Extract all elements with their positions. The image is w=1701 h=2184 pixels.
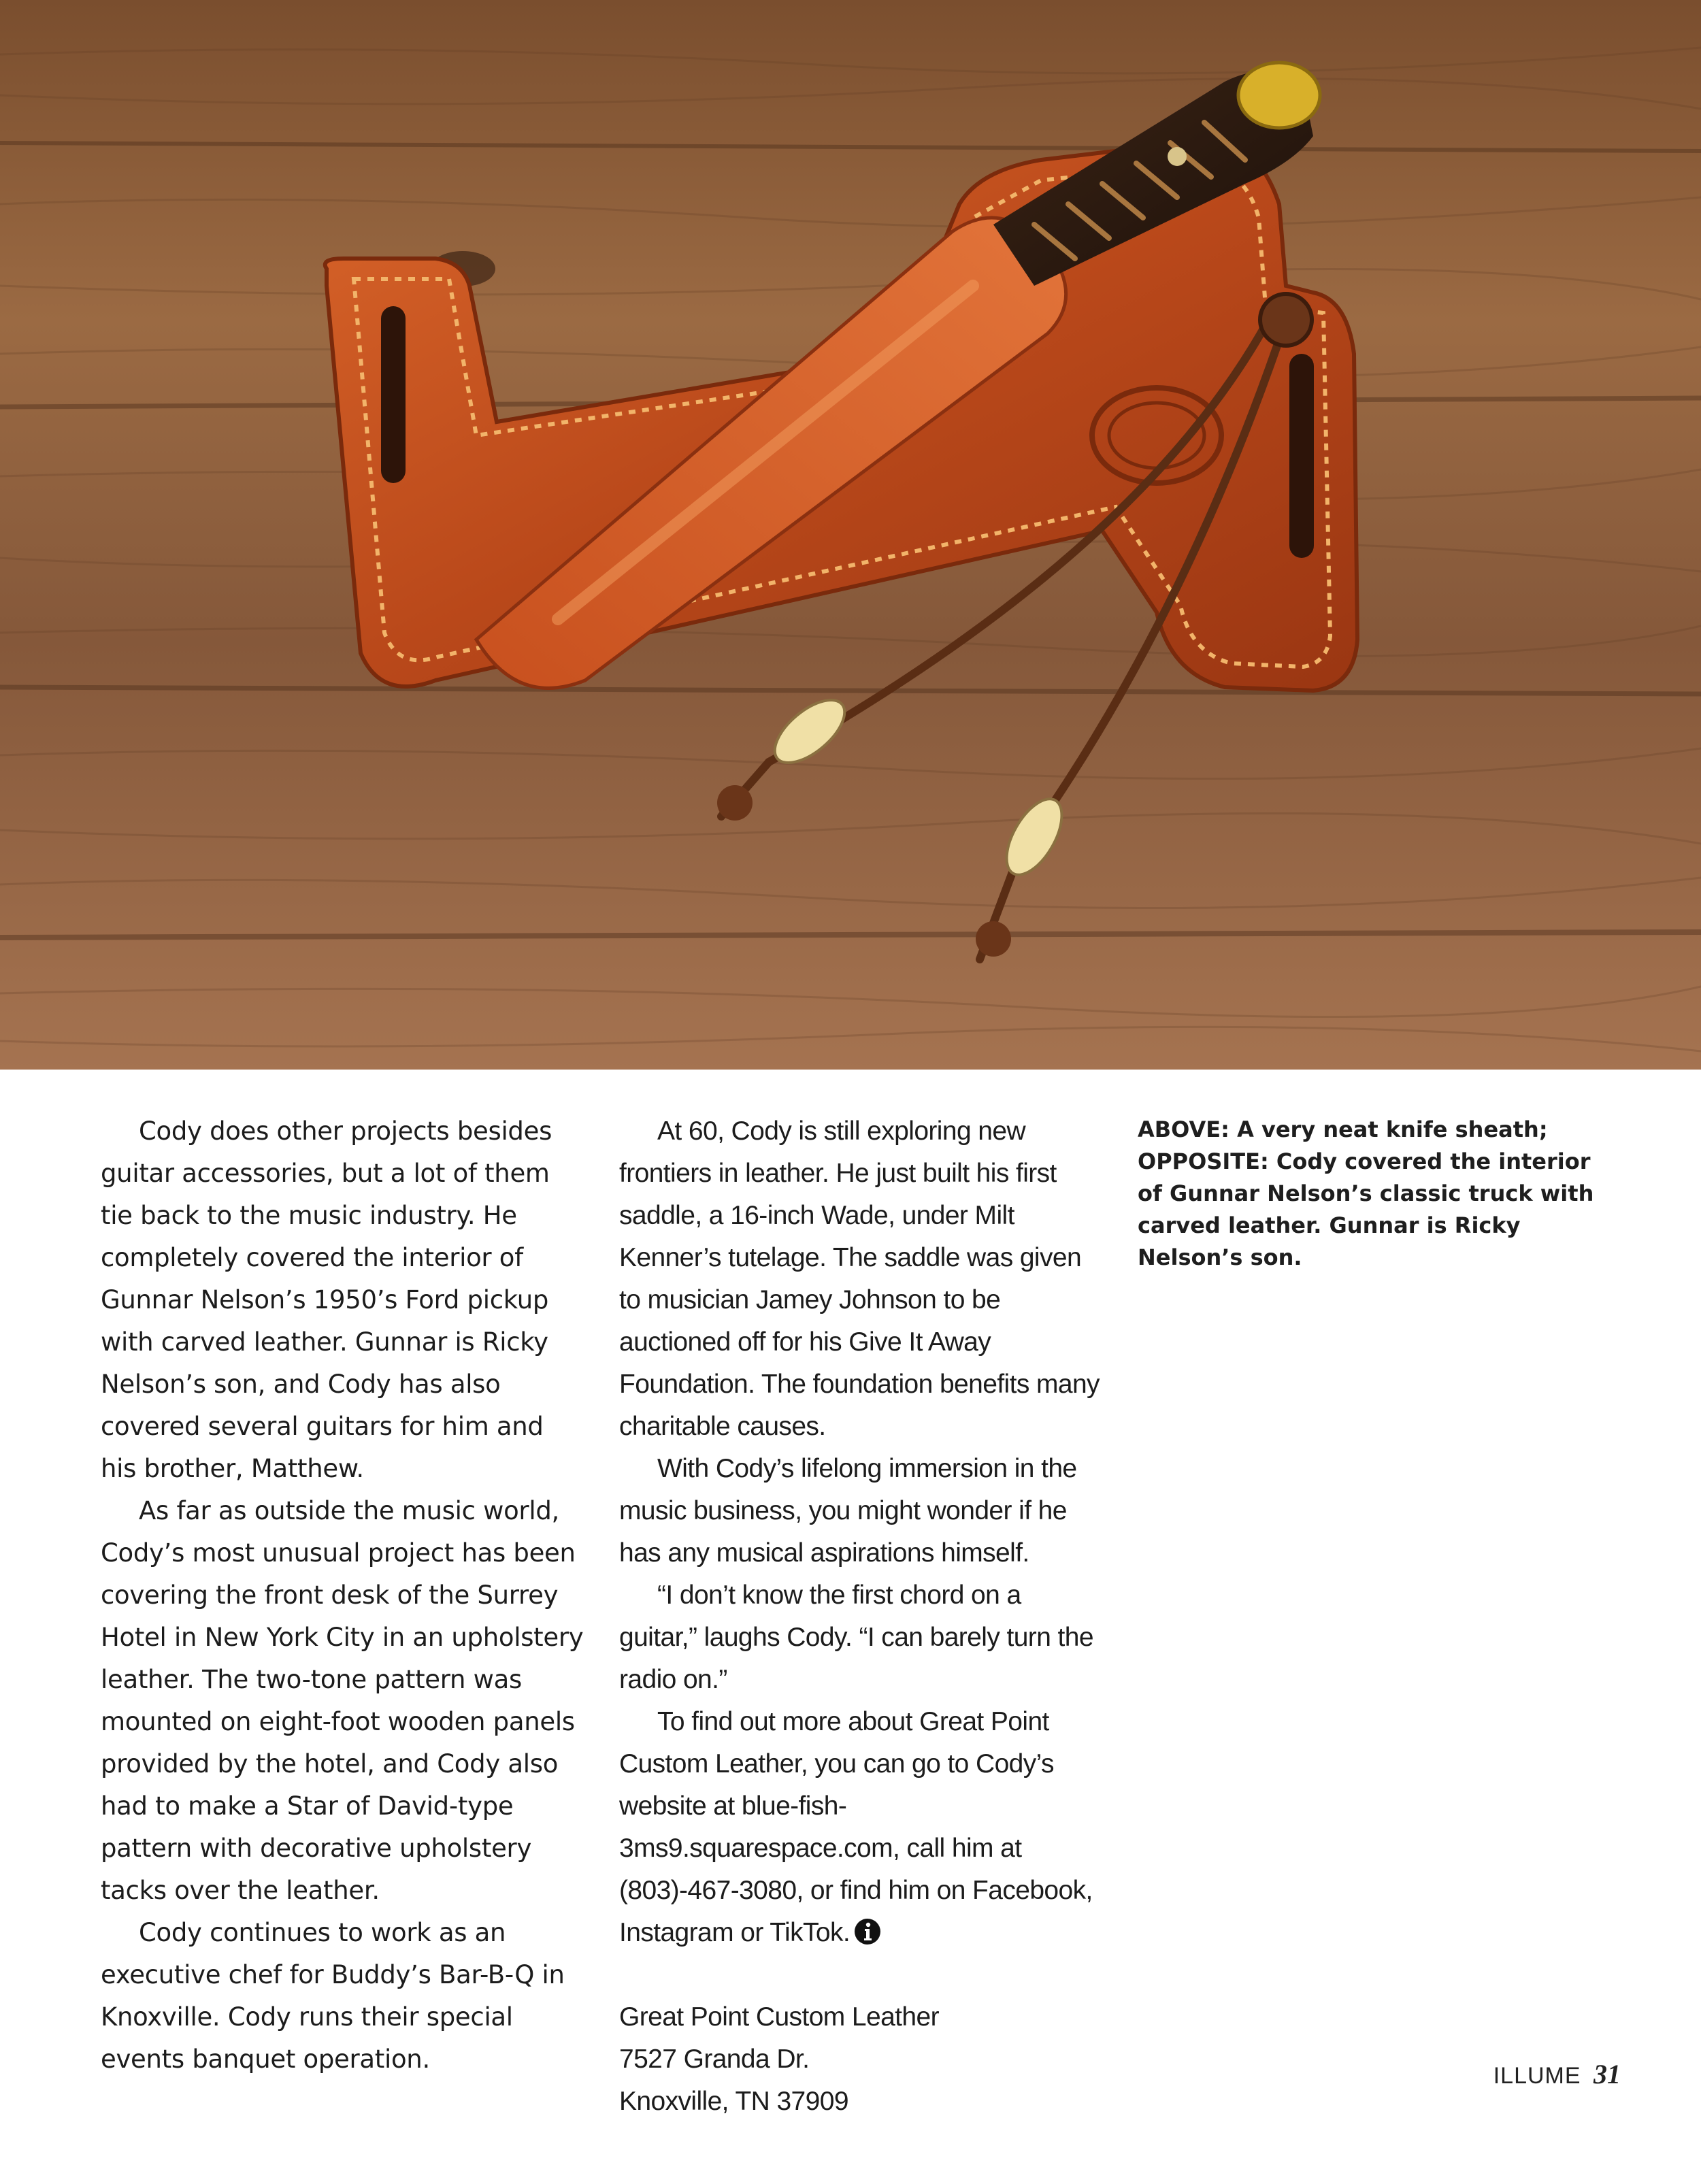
- spacer: [619, 1954, 1104, 1996]
- page-footer: [1493, 2058, 1621, 2090]
- photo-caption: [1138, 1114, 1614, 1274]
- caption-above: ABOVE: A very neat knife sheath;: [1138, 1116, 1548, 1142]
- address-name: Great Point Custom Leather: [619, 2002, 939, 2032]
- paragraph: With Cody’s lifelong immersion in the music business, you might wonder if he has any musical aspirations himself.: [619, 1454, 1077, 1568]
- magazine-name: ILLUME: [1493, 2063, 1581, 2089]
- info-icon: [854, 1918, 881, 1945]
- page-number: 31: [1593, 2059, 1621, 2089]
- article-column-right: [619, 1110, 1104, 2123]
- address-city: Knoxville, TN 37909: [619, 2087, 848, 2116]
- address-block: [619, 1996, 1104, 2123]
- paragraph-contact: [619, 1701, 1104, 1954]
- paragraph: Cody does other projects besides guitar accessories, but a lot of them tie back to the music industry. He completely covered the interior of Gunnar Nelson’s 1950’s Ford pickup with carved leather. Gunnar is Ricky Nelson’s son, and Cody has also covered several guitars for him and his brother, Matthew.: [101, 1116, 552, 1483]
- caption-opposite: OPPOSITE: Cody covered the interior of Gunnar Nelson’s classic truck with carved leather. Gunnar is Ricky Nelson’s son.: [1138, 1148, 1594, 1270]
- paragraph: As far as outside the music world, Cody’s most unusual project has been covering the front desk of the Surrey Hotel in New York City in an upholstery leather. The two-tone pattern was mounted on eight-foot wooden panels provided by the hotel, and Cody also had to make a Star of David-type pattern with decorative upholstery tacks over the leather.: [101, 1496, 584, 1905]
- address-street: 7527 Granda Dr.: [619, 2045, 810, 2074]
- contact-text: To find out more about Great Point Custom Leather, you can go to Cody’s website at blue-fish-3ms9.squarespace.com, call him at (803)-467-3080, or find him on Facebook, Instagram or TikTok.: [619, 1707, 1093, 1947]
- hero-photo: [0, 0, 1701, 1070]
- article-column-left: [101, 1110, 585, 2081]
- paragraph: Cody continues to work as an executive chef for Buddy’s Bar-B-Q in Knoxville. Cody runs their special events banquet operation.: [101, 1918, 565, 2074]
- paragraph: At 60, Cody is still exploring new frontiers in leather. He just built his first saddle, a 16-inch Wade, under Milt Kenner’s tutelage. The saddle was given to musician Jamey Johnson to be auctioned off for his Give It Away Foundation. The foundation benefits many charitable causes.: [619, 1116, 1100, 1441]
- paragraph: “I don’t know the first chord on a guitar,” laughs Cody. “I can barely turn the radio on.”: [619, 1581, 1093, 1694]
- knife-sheath-illustration: [0, 0, 1701, 1070]
